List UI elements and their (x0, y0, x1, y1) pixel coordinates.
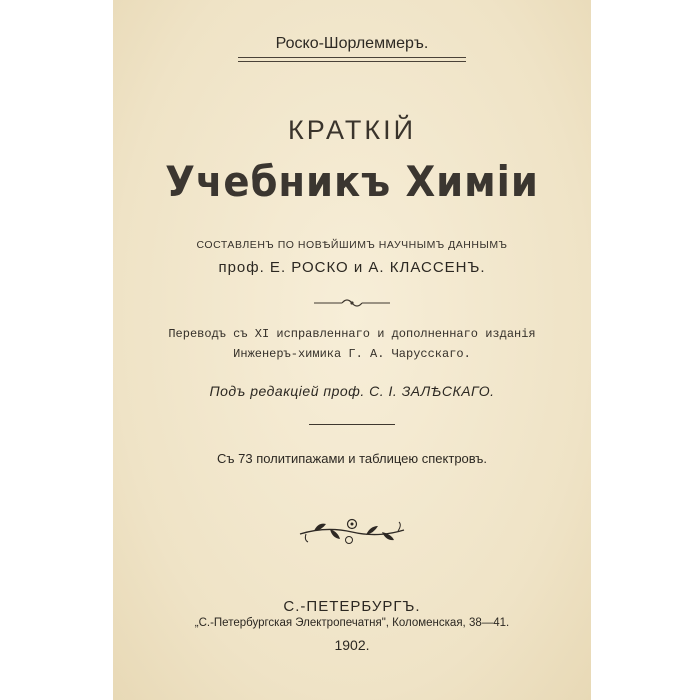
editor-line: Подъ редакціей проф. С. І. ЗАЛѢСКАГО. (209, 383, 495, 399)
illustrations-line: Съ 73 политипажами и таблицею спектровъ. (217, 451, 487, 466)
double-rule (238, 57, 466, 62)
translator-line: Инженеръ-химика Г. А. Чарусскаго. (233, 347, 471, 361)
compiled-line: СОСТАВЛЕНЪ ПО НОВѢЙШИМЪ НАУЧНЫМЪ ДАННЫМЪ (196, 240, 508, 251)
year-line: 1902. (334, 637, 370, 653)
title-page (113, 0, 591, 700)
translation-line: Переводъ съ XI исправленнаго и дополненнаго изданія (168, 327, 536, 341)
publisher-line: „С.-Петербургская Электропечатня", Коломенская, 38—41. (194, 617, 510, 629)
series-author: Роско-Шорлеммеръ. (275, 35, 429, 52)
divider-rule (309, 424, 395, 425)
title-small: КРАТКІЙ (288, 115, 416, 145)
small-ornament-icon (312, 296, 392, 310)
city-line: С.-ПЕТЕРБУРГЪ. (283, 598, 421, 615)
page-title: Учебникъ Химіи (165, 157, 539, 206)
authors-line: проф. Е. РОСКО и А. КЛАССЕНЪ. (218, 259, 486, 276)
floral-ornament-icon (296, 512, 408, 552)
